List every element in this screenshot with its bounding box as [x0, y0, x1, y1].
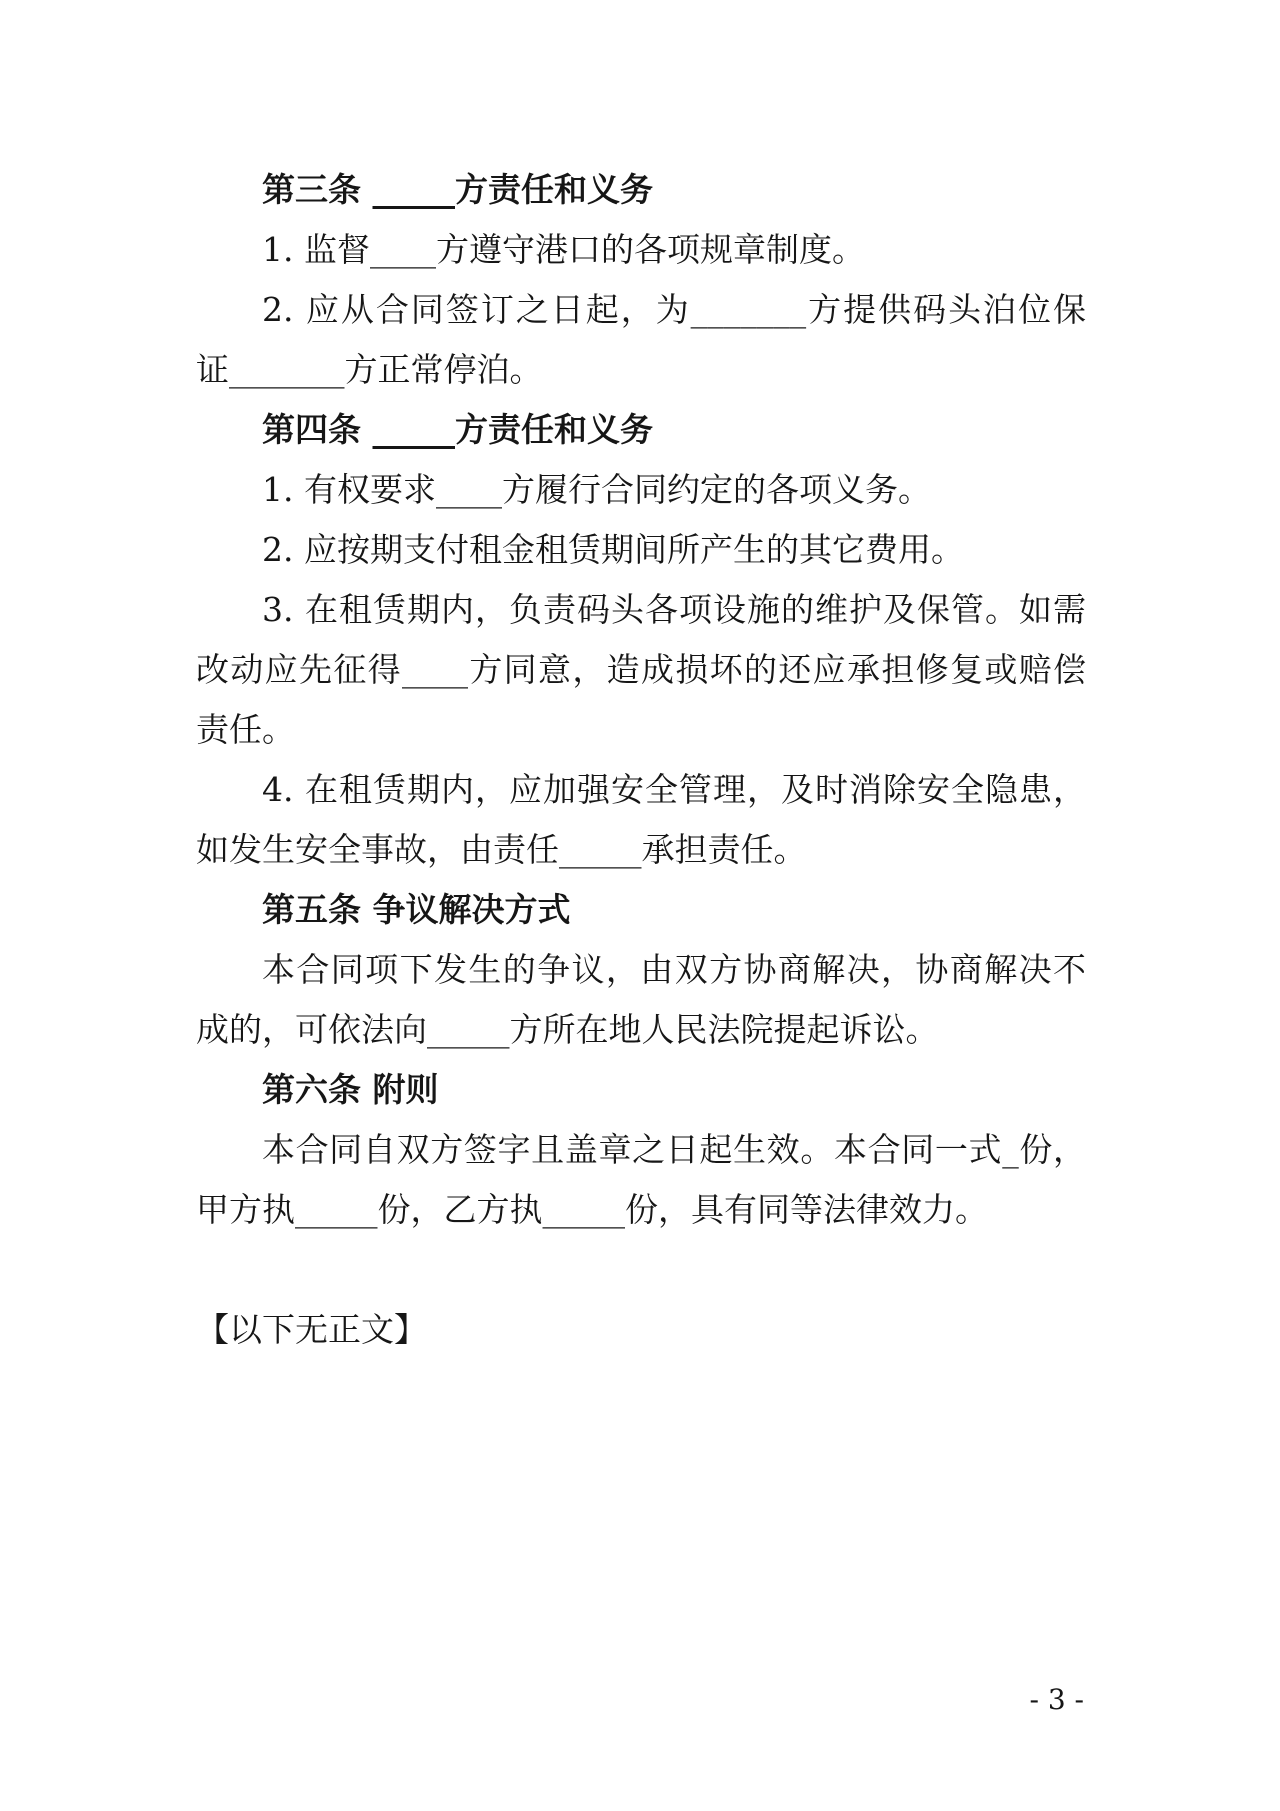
spacer	[196, 1240, 1086, 1300]
article-4-clause-3-line-3: 责任。	[196, 710, 295, 749]
article-3-clause-2-line-1: 2. 应从合同签订之日起，为_______方提供码头泊位保	[262, 290, 1086, 329]
article-4-clause-2: 2. 应按期支付租金租赁期间所产生的其它费用。	[262, 530, 964, 569]
article-6-clause-line-1: 本合同自双方签字且盖章之日起生效。本合同一式_份，	[262, 1130, 1086, 1169]
article-4-clause-3-line-1: 3. 在租赁期内，负责码头各项设施的维护及保管。如需	[262, 590, 1086, 629]
article-3-clause-2-line-2: 证_______方正常停泊。	[196, 350, 543, 389]
article-4-clause-4-line-2: 如发生安全事故，由责任_____承担责任。	[196, 830, 807, 869]
article-4-clause-4-line-1: 4. 在租赁期内，应加强安全管理，及时消除安全隐患，	[262, 770, 1086, 809]
article-3-heading: 第三条 _____方责任和义务	[262, 170, 653, 209]
article-5-heading: 第五条 争议解决方式	[262, 890, 571, 929]
article-3-clause-1: 1. 监督____方遵守港口的各项规章制度。	[262, 230, 865, 269]
contract-page-body	[196, 160, 1086, 1360]
article-6-clause-line-2: 甲方执_____份，乙方执_____份，具有同等法律效力。	[196, 1190, 988, 1229]
article-4-clause-1: 1. 有权要求____方履行合同约定的各项义务。	[262, 470, 931, 509]
page-number: - 3 -	[1029, 1683, 1084, 1716]
article-6-heading: 第六条 附则	[262, 1070, 439, 1109]
article-5-clause-line-2: 成的，可依法向_____方所在地人民法院提起诉讼。	[196, 1010, 939, 1049]
article-4-heading: 第四条 _____方责任和义务	[262, 410, 653, 449]
article-5-clause-line-1: 本合同项下发生的争议，由双方协商解决，协商解决不	[262, 950, 1086, 989]
end-of-text-note: 【以下无正文】	[196, 1310, 427, 1349]
article-4-clause-3-line-2: 改动应先征得____方同意，造成损坏的还应承担修复或赔偿	[196, 650, 1086, 689]
